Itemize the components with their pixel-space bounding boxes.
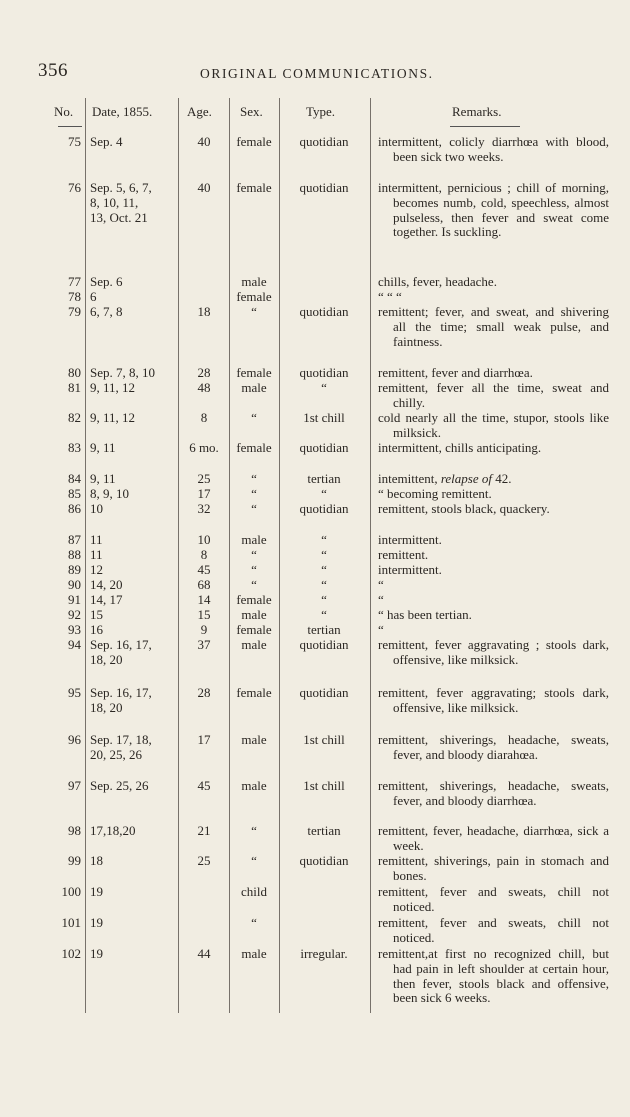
- cell-remarks: intermittent, colicly diarrhœa with blood, been sick two weeks.: [378, 134, 609, 164]
- cell-date: 18: [90, 853, 103, 868]
- cell-sex: male: [241, 532, 267, 547]
- cell-age: 18: [197, 304, 211, 319]
- cell-no: 84: [68, 471, 81, 486]
- cell-remarks: “ “ “: [378, 289, 402, 304]
- cell-date: 9, 11: [90, 471, 116, 486]
- cell-sex: “: [251, 562, 257, 577]
- cell-date: 17,18,20: [90, 823, 136, 838]
- cell-no: 87: [68, 532, 81, 547]
- cell-type: “: [321, 577, 327, 592]
- cell-type: “: [321, 562, 327, 577]
- cell-remarks: “ has been tertian.: [378, 607, 472, 622]
- cell-remarks: remittent, fever and diarrhœa.: [378, 365, 533, 380]
- cell-age: 17: [197, 732, 211, 747]
- cell-type: tertian: [307, 471, 341, 486]
- cell-age: 21: [197, 823, 211, 838]
- cell-remarks: intermittent.: [378, 532, 442, 547]
- cell-no: 81: [68, 380, 81, 395]
- cell-sex: male: [241, 607, 267, 622]
- cell-sex: male: [241, 732, 267, 747]
- header-date: Date, 1855.: [92, 104, 153, 119]
- cell-remarks: remittent, fever, headache, diarrhœa, sick a week.: [378, 823, 609, 853]
- cell-sex: female: [236, 622, 272, 637]
- cell-type: irregular.: [300, 946, 348, 961]
- header-age: Age.: [187, 104, 212, 119]
- cell-sex: female: [236, 180, 272, 195]
- cell-date: Sep. 7, 8, 10: [90, 365, 155, 380]
- header-sex: Sex.: [240, 104, 263, 119]
- cell-type: quotidian: [299, 637, 349, 652]
- cell-type: “: [321, 592, 327, 607]
- cell-sex: “: [251, 577, 257, 592]
- cell-no: 91: [68, 592, 81, 607]
- cell-date: 9, 11, 12: [90, 410, 136, 425]
- cell-no: 94: [68, 637, 81, 652]
- cell-age: 17: [197, 486, 211, 501]
- cell-type: 1st chill: [303, 410, 345, 425]
- cell-no: 101: [61, 915, 81, 930]
- cell-remarks: remittent, fever and sweats, chill not noticed.: [378, 884, 609, 914]
- cell-remarks: remittent,at first no recognized chill, but had pain in left shoulder at certain hour, then fever, stools black and offensive, been sick 6 weeks.: [378, 946, 609, 1006]
- cell-no: 98: [68, 823, 81, 838]
- cell-remarks: “: [378, 592, 384, 607]
- cell-sex: “: [251, 547, 257, 562]
- cell-remarks: “: [378, 577, 384, 592]
- cell-remarks: intermittent.: [378, 562, 442, 577]
- cell-date: 10: [90, 501, 103, 516]
- cell-no: 97: [68, 778, 81, 793]
- page-number: 356: [38, 60, 68, 81]
- cell-date: 15: [90, 607, 103, 622]
- cell-age: 40: [197, 180, 211, 195]
- cell-no: 79: [68, 304, 81, 319]
- cell-sex: “: [251, 471, 257, 486]
- cell-age: 28: [197, 365, 211, 380]
- cell-age: 15: [197, 607, 211, 622]
- cell-date: Sep. 16, 17, 18, 20: [90, 637, 152, 667]
- cell-remarks: “: [378, 622, 384, 637]
- cell-remarks: remittent, fever all the time, sweat and chilly.: [378, 380, 609, 410]
- cell-no: 95: [68, 685, 81, 700]
- cell-type: “: [321, 547, 327, 562]
- cell-date: 19: [90, 946, 103, 961]
- cell-date: 9, 11, 12: [90, 380, 136, 395]
- cell-no: 77: [68, 274, 81, 289]
- cell-age: 37: [197, 637, 211, 652]
- running-head: ORIGINAL COMMUNICATIONS.: [200, 66, 434, 81]
- cell-no: 90: [68, 577, 81, 592]
- cell-sex: female: [236, 365, 272, 380]
- cell-age: 10: [197, 532, 211, 547]
- cell-sex: “: [251, 501, 257, 516]
- cell-age: 68: [197, 577, 211, 592]
- cell-no: 85: [68, 486, 81, 501]
- cell-sex: “: [251, 486, 257, 501]
- cell-age: 8: [200, 547, 208, 562]
- cell-type: quotidian: [299, 134, 349, 149]
- cell-sex: male: [241, 380, 267, 395]
- cell-sex: female: [236, 289, 272, 304]
- cell-type: quotidian: [299, 853, 349, 868]
- cell-sex: child: [241, 884, 267, 899]
- cell-sex: “: [251, 410, 257, 425]
- cell-remarks: remittent; fever, and sweat, and shivering all the time; small weak pulse, and faintness.: [378, 304, 609, 349]
- cell-remarks: remittent, shiverings, pain in stomach and bones.: [378, 853, 609, 883]
- cell-date: 6: [90, 289, 97, 304]
- cell-type: quotidian: [299, 365, 349, 380]
- column-rule: [370, 98, 371, 1013]
- cell-date: 19: [90, 915, 103, 930]
- cell-date: 6, 7, 8: [90, 304, 123, 319]
- cell-age: 9: [200, 622, 208, 637]
- cell-no: 83: [68, 440, 81, 455]
- cell-sex: female: [236, 134, 272, 149]
- cell-no: 96: [68, 732, 81, 747]
- cell-date: 11: [90, 547, 103, 562]
- cell-type: quotidian: [299, 501, 349, 516]
- cell-age: 45: [197, 562, 211, 577]
- cell-no: 100: [61, 884, 81, 899]
- cell-date: Sep. 17, 18, 20, 25, 26: [90, 732, 152, 762]
- cell-date: 19: [90, 884, 103, 899]
- cell-sex: male: [241, 946, 267, 961]
- cell-type: 1st chill: [303, 778, 345, 793]
- cell-type: quotidian: [299, 304, 349, 319]
- cell-no: 89: [68, 562, 81, 577]
- cell-date: Sep. 5, 6, 7, 8, 10, 11, 13, Oct. 21: [90, 180, 152, 225]
- cell-remarks: intermittent, chills anticipating.: [378, 440, 542, 455]
- cell-type: “: [321, 486, 327, 501]
- cell-type: “: [321, 380, 327, 395]
- cell-remarks: remittent, fever aggravating; stools dark, offensive, like milksick.: [378, 685, 609, 715]
- cell-no: 99: [68, 853, 81, 868]
- cell-date: 16: [90, 622, 103, 637]
- cell-remarks: remittent, shiverings, headache, sweats, fever, and bloody diarrhœa.: [378, 778, 609, 808]
- cell-date: 8, 9, 10: [90, 486, 129, 501]
- cell-date: Sep. 25, 26: [90, 778, 149, 793]
- cell-sex: “: [251, 915, 257, 930]
- cell-remarks: remittent, fever and sweats, chill not noticed.: [378, 915, 609, 945]
- cell-age: 40: [197, 134, 211, 149]
- header-rule: [450, 126, 520, 127]
- cell-age: 25: [197, 853, 211, 868]
- cell-sex: “: [251, 304, 257, 319]
- cell-sex: male: [241, 274, 267, 289]
- cell-remarks: remittent, fever aggravating ; stools dark, offensive, like milksick.: [378, 637, 609, 667]
- column-rule: [85, 98, 86, 1013]
- cell-date: Sep. 6: [90, 274, 123, 289]
- cell-no: 88: [68, 547, 81, 562]
- cell-no: 80: [68, 365, 81, 380]
- cell-type: tertian: [307, 622, 341, 637]
- column-rule: [279, 98, 280, 1013]
- cell-type: quotidian: [299, 180, 349, 195]
- cell-sex: male: [241, 778, 267, 793]
- cell-remarks: remittent.: [378, 547, 429, 562]
- header-type: Type.: [306, 104, 336, 119]
- cell-age: 8: [200, 410, 208, 425]
- cell-remarks: chills, fever, headache.: [378, 274, 497, 289]
- cell-remarks: “ becoming remittent.: [378, 486, 492, 501]
- cell-remarks: remittent, shiverings, headache, sweats, fever, and bloody diarahœa.: [378, 732, 609, 762]
- cell-age: 14: [197, 592, 211, 607]
- cell-type: “: [321, 532, 327, 547]
- cell-age: 45: [197, 778, 211, 793]
- cell-date: 14, 20: [90, 577, 123, 592]
- cell-date: Sep. 4: [90, 134, 123, 149]
- cell-no: 82: [68, 410, 81, 425]
- cell-date: Sep. 16, 17, 18, 20: [90, 685, 152, 715]
- cell-type: quotidian: [299, 685, 349, 700]
- cell-no: 86: [68, 501, 81, 516]
- cell-remarks: remittent, stools black, quackery.: [378, 501, 550, 516]
- cell-type: quotidian: [299, 440, 349, 455]
- cell-age: 44: [197, 946, 211, 961]
- cell-no: 93: [68, 622, 81, 637]
- cell-age: 25: [197, 471, 211, 486]
- cell-sex: female: [236, 592, 272, 607]
- cell-date: 11: [90, 532, 103, 547]
- cell-no: 75: [68, 134, 81, 149]
- cell-no: 76: [68, 180, 81, 195]
- cell-no: 78: [68, 289, 81, 304]
- cell-sex: female: [236, 685, 272, 700]
- cell-age: 28: [197, 685, 211, 700]
- cell-type: “: [321, 607, 327, 622]
- cell-date: 14, 17: [90, 592, 123, 607]
- cell-sex: “: [251, 823, 257, 838]
- column-rule: [178, 98, 179, 1013]
- cell-remarks: intemittent, relapse of 42.: [378, 471, 512, 486]
- header-rule: [58, 126, 82, 127]
- cell-sex: “: [251, 853, 257, 868]
- cell-remarks: cold nearly all the time, stupor, stools like milksick.: [378, 410, 609, 440]
- header-remarks: Remarks.: [452, 104, 502, 119]
- cell-type: 1st chill: [303, 732, 345, 747]
- cell-age: 6 mo.: [189, 440, 219, 455]
- cell-sex: male: [241, 637, 267, 652]
- header-no: No.: [54, 104, 74, 119]
- cell-no: 102: [61, 946, 81, 961]
- cell-no: 92: [68, 607, 81, 622]
- cell-sex: female: [236, 440, 272, 455]
- cell-date: 9, 11: [90, 440, 116, 455]
- cell-age: 32: [197, 501, 211, 516]
- cell-type: tertian: [307, 823, 341, 838]
- cell-age: 48: [197, 380, 211, 395]
- cell-date: 12: [90, 562, 103, 577]
- cell-remarks: intermittent, pernicious ; chill of morning, becomes numb, cold, speechless, almost pulseless, then fever and sweat come together. Is suckling.: [378, 180, 609, 240]
